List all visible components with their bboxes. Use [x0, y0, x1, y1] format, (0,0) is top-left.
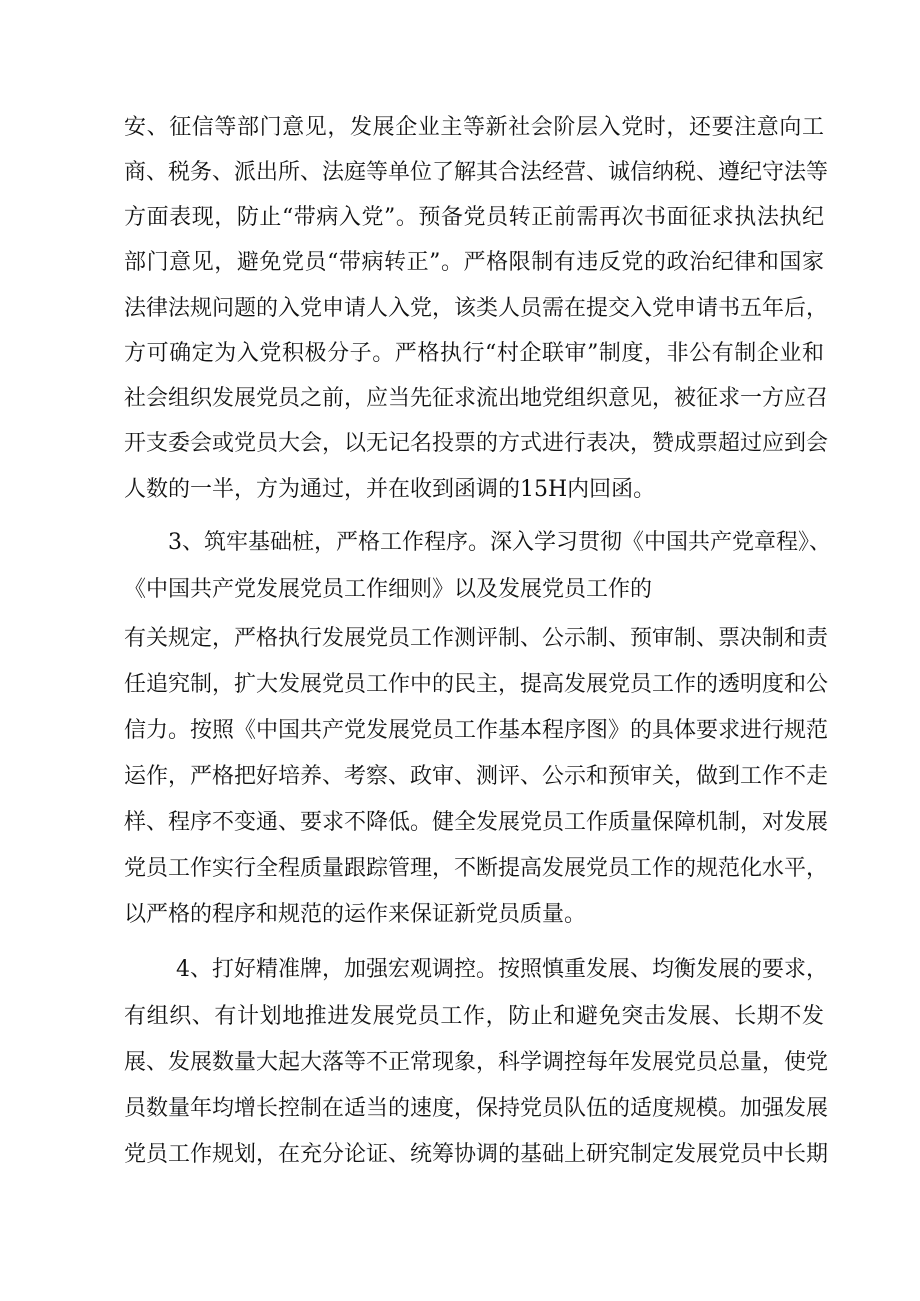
- text-line: 方可确定为入党积极分子。严格执行“村企联审”制度，非公有制企业和: [124, 341, 824, 366]
- text-line: 以严格的程序和规范的运作来保证新党员质量。: [124, 902, 587, 927]
- text-line: 党员工作规划，在充分论证、统筹协调的基础上研究制定发展党员中长期: [124, 1142, 829, 1167]
- text-line: 人数的一半，方为通过，并在收到函调的15H内回函。: [124, 477, 656, 502]
- text-line: 方面表现，防止“带病入党”。预备党员转正前需再次书面征求执法执纪: [124, 205, 824, 230]
- text-line: 《中国共产党发展党员工作细则》以及发展党员工作的: [124, 577, 653, 602]
- text-line: 样、程序不变通、要求不降低。健全发展党员工作质量保障机制，对发展: [124, 810, 829, 835]
- text-line: 展、发展数量大起大落等不正常现象，科学调控每年发展党员总量，使党: [124, 1050, 829, 1075]
- text-line: 任追究制，扩大发展党员工作中的民主，提高发展党员工作的透明度和公: [124, 672, 829, 697]
- text-line: 员数量年均增长控制在适当的速度，保持党员队伍的适度规模。加强发展: [124, 1096, 829, 1121]
- text-line: 商、税务、派出所、法庭等单位了解其合法经营、诚信纳税、遵纪守法等: [124, 160, 829, 185]
- section-3-heading-line: 3、筑牢基础桩，严格工作程序。深入学习贯彻《中国共产党章程》、: [168, 530, 831, 555]
- text-line: 有组织、有计划地推进发展党员工作，防止和避免突击发展、长期不发: [124, 1004, 824, 1029]
- text-line: 社会组织发展党员之前，应当先征求流出地党组织意见，被征求一方应召: [124, 386, 829, 411]
- text-line: 运作，严格把好培养、考察、政审、测评、公示和预审关，做到工作不走: [124, 764, 829, 789]
- text-line: 信力。按照《中国共产党发展党员工作基本程序图》的具体要求进行规范: [124, 718, 829, 743]
- text-line: 法律法规问题的入党申请人入党，该类人员需在提交入党申请书五年后，: [124, 296, 829, 321]
- text-line: 安、征信等部门意见，发展企业主等新社会阶层入党时，还要注意向工: [124, 115, 824, 140]
- text-line: 党员工作实行全程质量跟踪管理，不断提高发展党员工作的规范化水平，: [124, 856, 829, 881]
- text-line: 开支委会或党员大会，以无记名投票的方式进行表决，赞成票超过应到会: [124, 431, 829, 456]
- section-4-heading-line: 4、打好精准牌，加强宏观调控。按照慎重发展、均衡发展的要求，: [176, 957, 828, 982]
- text-line: 有关规定，严格执行发展党员工作测评制、公示制、预审制、票决制和责: [124, 626, 829, 651]
- text-line: 部门意见，避免党员“带病转正”。严格限制有违反党的政治纪律和国家: [124, 250, 824, 275]
